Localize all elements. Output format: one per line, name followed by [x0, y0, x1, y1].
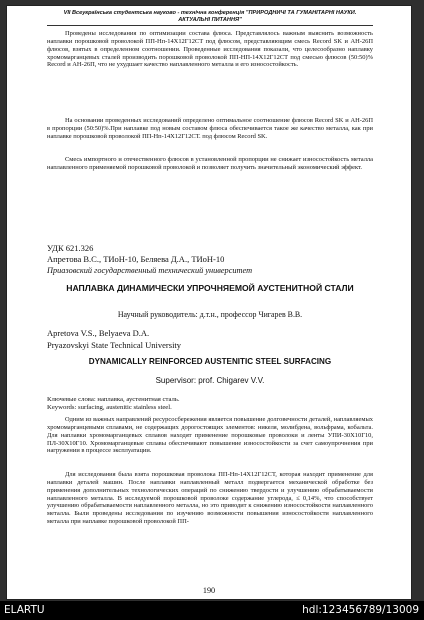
authors-en: Apretova V.S., Belyaeva D.A.	[47, 328, 150, 338]
authors-ru: Апретова В.С., ТИоН-10, Беляева Д.А., ТИоН-10	[47, 254, 225, 264]
paragraph-flux-ratio: На основании проведенных исследований определено оптимальное соотношение флюсов Record SK и АН-26П в пропорции (50:50)%.При наплавке под новым составом флюса обеспечивается такое же качество металла, как при наплавке порошковой проволокой ПП-Нп-14Х12Г12СТ. под флюсом Record SK.	[47, 117, 373, 140]
page-number: 190	[202, 586, 216, 595]
keywords-ru: Ключевые слова: наплавка, аустенитная сталь.	[47, 396, 180, 403]
article-title-ru: НАПЛАВКА ДИНАМИЧЕСКИ УПРОЧНЯЕМОЙ АУСТЕНИТНОЙ СТАЛИ	[66, 283, 354, 293]
document-page	[6, 5, 412, 600]
udc-code: УДК 621.326	[47, 243, 94, 253]
repository-name: ELARTU	[4, 604, 45, 616]
university-en: Pryazovskyi State Technical University	[47, 340, 182, 350]
university-ru: Приазовский государственный технический университет	[47, 266, 253, 275]
article-title-en: DYNAMICALLY REINFORCED AUSTENITIC STEEL SURFACING	[88, 357, 332, 366]
conference-header: VII Всеукраїнська студентська науково - технічна конференція "ПРИРОДНИЧІ ТА ГУМАНІТАРНІ НАУКИ. АКТУАЛЬНІ ПИТАННЯ"	[63, 10, 357, 23]
repository-footer	[0, 601, 424, 620]
paragraph-wire-study: Для исследования была взята порошковая проволока ПП-Нп-14Х12Г12СТ, которая находит применение для наплавки деталей машин. После наплавки наплавленный металл подвергается механической обработке без применения дополнительных технологических операций по снижению твердости и улучшению обрабатываемости наплавленного металла. В исследуемой порошковой проволоке содержание углерода, ≤ 0,14%, что способствует улучшению обрабатываемости наплавленного металла, но это приводит к снижению износостойкости наплавленного металла. Были проведены исследования по изучению возможности повышения износостойкости наплавленного металла при наплавке порошковой проволокой ПП-	[47, 471, 373, 526]
paragraph-flux-conclusion: Смесь импортного и отечественного флюсов в установленной пропорции не снижает износостойкость металла наплавленного применяемой порошковой проволокой и позволяет получить значительный экономический эффект.	[47, 156, 373, 171]
header-rule	[47, 25, 373, 26]
keywords-en: Keywords: surfacing, austenitic stainless steel.	[47, 404, 172, 412]
supervisor-ru: Научный руководитель: д.т.н., профессор Чигарев В.В.	[117, 310, 303, 319]
handle-id: hdl:123456789/13009	[302, 604, 419, 616]
paragraph-intro: Одним из важных направлений ресурсосбережения является повышение долговечности деталей, наплавляемых хромомарганцевыми сплавами, не содержащих дорогостоящих элементов: никеля, молибдена, вольфрама, кобальта. Для наплавки хромомарганцевых сплавов находят применение порошковые проволоки и ленты УПИ-30Х10Г10, ПЛ-30Х10Г10. Хромомарганцевые сплавы обеспечивают повышение износостойкости за счет самоупрочнения при нагружении в процессе эксплуатации.	[47, 416, 373, 455]
keywords-block	[47, 396, 180, 413]
supervisor-en: Supervisor: prof. Chigarev V.V.	[155, 376, 265, 385]
paragraph-flux-study: Проведены исследования по оптимизации состава флюса. Представлялось важным выяснить возможность наплавки порошковой проволокой ПП-Нп-14Х12Г12СТ под флюсом, представляющим смесь Record SK и АН-26П флюсов, взятых в определенном соотношении. Проведенные исследования показали, что целесообразно наплавку хромомарганцевых сталей производить порошковой проволокой ПП-НП-14Х12Г12СТ под смесью флюсов (50:50)% Record и АН-26П, что не ухудшает качество наплавленного металла и его износостойкость.	[47, 30, 373, 69]
